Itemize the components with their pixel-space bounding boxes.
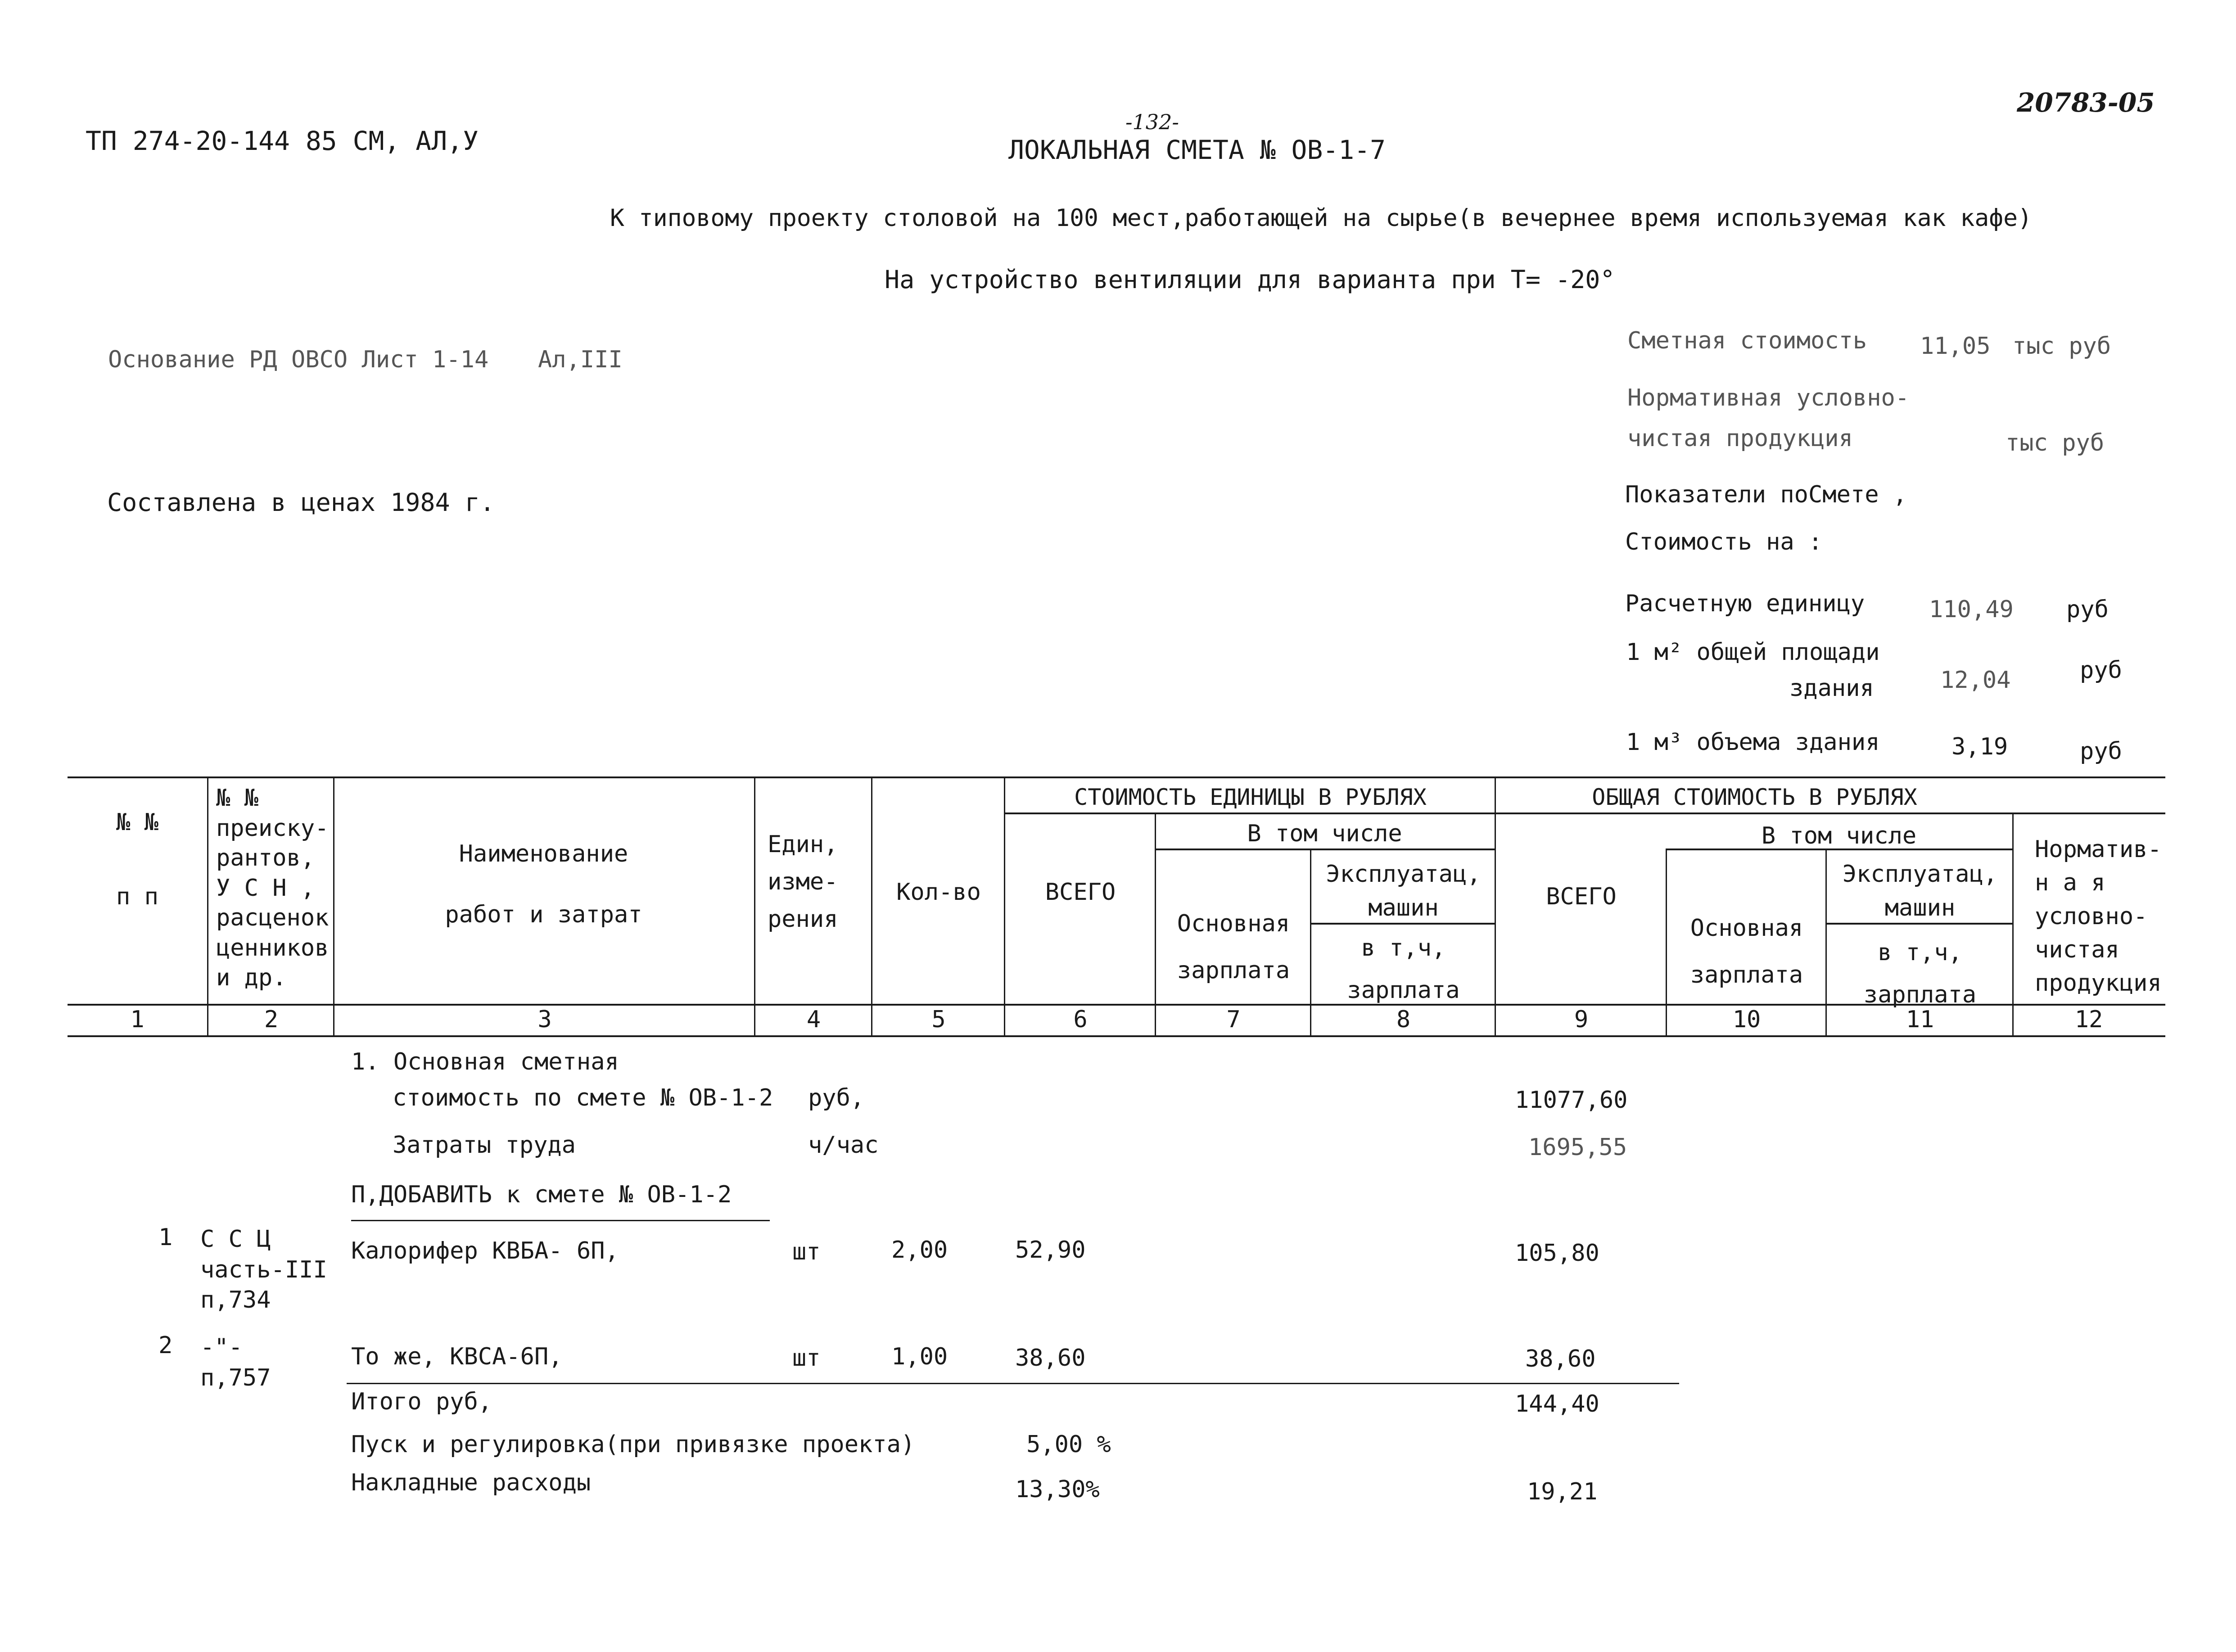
header-qty: Кол-во [896, 879, 981, 906]
row-name: То же, КВСА-6П, [351, 1343, 563, 1370]
col-divider-7 [1310, 849, 1311, 1035]
subtotal-rule [347, 1383, 1679, 1384]
unit-cost-label: Расчетную единицу [1625, 590, 1865, 617]
col-number-6: 6 [1073, 1006, 1088, 1033]
row-unit: шт [792, 1238, 821, 1265]
col-numbers-line [68, 1035, 2165, 1037]
row-qty: 2,00 [891, 1237, 948, 1264]
table-top-line [68, 776, 2165, 778]
header-mach-left: Эксплуатац, машин [1326, 861, 1481, 922]
nakl-label: Накладные расходы [351, 1469, 591, 1496]
unit-cost-unit: руб [2066, 596, 2109, 623]
header-total-left: ВСЕГО [1045, 879, 1116, 906]
header-unit-cost: СТОИМОСТЬ ЕДИНИЦЫ В РУБЛЯХ [1074, 784, 1427, 810]
unit-cost-value: 110,49 [1929, 596, 2014, 623]
m2-label-1: 1 м² общей площади [1626, 639, 1880, 666]
row-number: 2 [158, 1332, 173, 1359]
page-number: -132- [1125, 110, 1179, 134]
col-divider-11 [2012, 812, 2014, 1035]
header-mach-sal-left: в т,ч, зарплата [1347, 934, 1460, 1004]
col-number-3: 3 [538, 1006, 552, 1033]
row-total: 38,60 [1525, 1345, 1596, 1372]
m2-unit: руб [2080, 657, 2122, 684]
row-number: 1 [158, 1224, 173, 1251]
header-salary-left: Основная зарплата [1177, 910, 1290, 984]
col-divider-4 [871, 776, 872, 1035]
itogo-total: 144,40 [1515, 1390, 1599, 1417]
m2-value: 12,04 [1940, 667, 2011, 694]
header-name: Наименование работ и затрат [445, 840, 642, 929]
row-unit-cost: 52,90 [1015, 1237, 1086, 1264]
basis-text: Основание РД ОВСО Лист 1-14 [108, 346, 489, 373]
header-nup: Норматив- н а я условно- чистая продукция [2035, 836, 2162, 997]
archive-stamp: 20783-05 [2017, 87, 2155, 118]
row-price-ref: С С Ц часть-III п,734 [200, 1226, 327, 1314]
labor-total: 1695,55 [1528, 1134, 1627, 1161]
col-number-8: 8 [1396, 1006, 1411, 1033]
cost-value: 11,05 [1920, 333, 1991, 360]
header-unit: Един, изме- рения [768, 831, 838, 933]
header-num: № № п п [116, 809, 158, 911]
col-number-11: 11 [1906, 1006, 1934, 1033]
m3-unit: руб [2080, 738, 2122, 765]
col-number-1: 1 [130, 1006, 145, 1033]
col-divider-1 [207, 776, 208, 1035]
col-number-9: 9 [1574, 1006, 1589, 1033]
cost-unit: тыс руб [2012, 333, 2111, 360]
section-1-unit: руб, [808, 1084, 865, 1111]
indicators-label: Показатели поСмете , [1625, 481, 1907, 508]
m2-label-2: здания [1789, 675, 1874, 702]
row-name: Калорифер КВБА- 6П, [351, 1237, 619, 1264]
prices-note: Составлена в ценах 1984 г. [107, 488, 495, 517]
col-divider-10 [1825, 849, 1827, 1035]
header-salary-right: Основная зарплата [1690, 915, 1803, 988]
header-mach-sal-right: в т,ч, зарплата [1863, 939, 1977, 1008]
row-total: 105,80 [1515, 1240, 1599, 1267]
pusk-label: Пуск и регулировка(при привязке проекта) [351, 1431, 915, 1458]
document-code: ТП 274-20-144 85 СМ, АЛ,У [86, 126, 479, 156]
header-total-right: ВСЕГО [1546, 883, 1617, 910]
header-price-ref: № № преиску- рантов, У С Н , расценок ценников и др. [216, 785, 329, 992]
cost-per-label: Стоимость на : [1625, 528, 1823, 555]
col-number-7: 7 [1226, 1006, 1241, 1033]
pusk-rate: 5,00 % [1026, 1431, 1111, 1458]
cost-label: Сметная стоимость [1627, 327, 1867, 354]
col-number-2: 2 [264, 1006, 279, 1033]
header-incl-right: В том числе [1761, 822, 1917, 849]
col-number-5: 5 [931, 1006, 946, 1033]
row-price-ref: -"- п,757 [200, 1334, 271, 1391]
col-number-4: 4 [806, 1006, 821, 1033]
basis-album: Ал,III [538, 346, 623, 373]
nup-label-1: Нормативная условно- [1627, 384, 1910, 411]
itogo-label: Итого руб, [351, 1388, 492, 1415]
section-1-total: 11077,60 [1515, 1087, 1628, 1114]
row-unit-cost: 38,60 [1015, 1345, 1086, 1372]
col-number-12: 12 [2074, 1006, 2103, 1033]
col-divider-9 [1666, 849, 1667, 1035]
col-divider-3 [754, 776, 755, 1035]
header-mach-right: Эксплуатац, машин [1842, 861, 1998, 922]
row-unit: шт [792, 1345, 821, 1372]
nup-label-2: чистая продукция [1627, 425, 1853, 452]
nup-unit: тыс руб [2006, 429, 2105, 456]
labor-label: Затраты труда [393, 1132, 576, 1159]
col-divider-8 [1495, 776, 1496, 1035]
nakl-total: 19,21 [1527, 1478, 1598, 1505]
section-1-line-2: стоимость по смете № ОВ-1-2 [393, 1084, 773, 1111]
m3-label: 1 м³ объема здания [1626, 729, 1880, 756]
row-qty: 1,00 [891, 1343, 948, 1370]
section-2-title: П,ДОБАВИТЬ к смете № ОВ-1-2 [351, 1181, 732, 1208]
header-incl-left: В том числе [1247, 820, 1402, 847]
col-divider-5 [1004, 776, 1005, 1035]
estimate-subtitle-2: На устройство вентиляции для варианта при Т= -20° [885, 265, 1615, 294]
col-divider-2 [333, 776, 334, 1035]
header-total-cost: ОБЩАЯ СТОИМОСТЬ В РУБЛЯХ [1592, 784, 1917, 810]
col-number-10: 10 [1732, 1006, 1761, 1033]
labor-unit: ч/час [808, 1132, 879, 1159]
nakl-rate: 13,30% [1015, 1476, 1100, 1503]
estimate-title: ЛОКАЛЬНАЯ СМЕТА № ОВ-1-7 [1008, 135, 1386, 165]
estimate-subtitle: К типовому проекту столовой на 100 мест,работающей на сырье(в вечернее время используемая как кафе) [610, 204, 2032, 232]
section-2-underline [351, 1220, 770, 1221]
m3-value: 3,19 [1951, 733, 2008, 760]
section-1-line-1: 1. Основная сметная [351, 1048, 619, 1075]
